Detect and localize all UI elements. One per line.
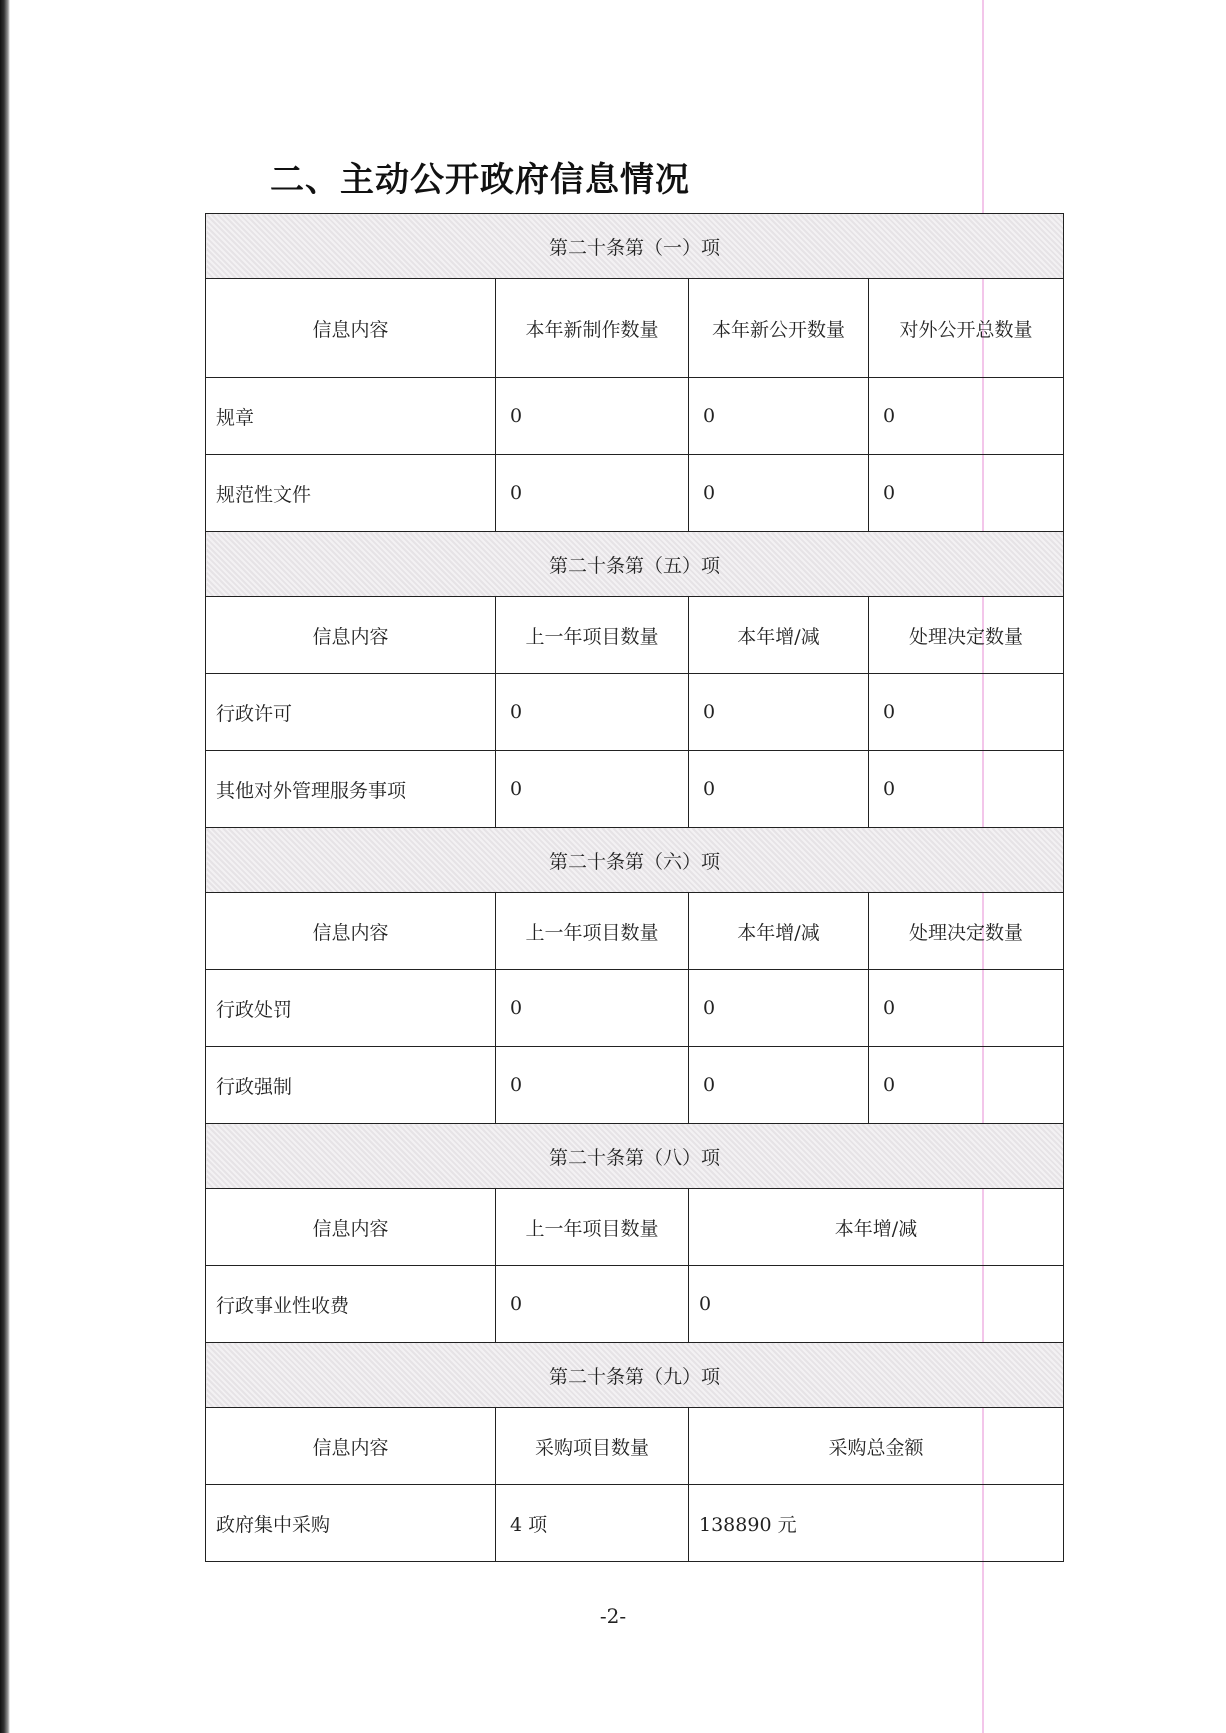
table-row — [206, 674, 1064, 751]
table-row — [206, 751, 1064, 828]
section-heading — [206, 1124, 1064, 1189]
header-cell: 处理决定数量 — [869, 893, 1064, 970]
header-cell: 信息内容 — [206, 893, 496, 970]
header-cell: 上一年项目数量 — [496, 597, 689, 674]
section-heading-text: 第二十条第（八）项 — [206, 1124, 1064, 1189]
page-title: 二、主动公开政府信息情况 — [270, 160, 690, 200]
header-cell: 处理决定数量 — [869, 597, 1064, 674]
cell-value: 0 — [496, 970, 689, 1047]
page-number: -2- — [599, 1604, 627, 1628]
header-cell: 采购总金额 — [689, 1408, 1064, 1485]
header-row — [206, 893, 1064, 970]
section-heading — [206, 532, 1064, 597]
section-heading — [206, 214, 1064, 279]
table-row — [206, 1047, 1064, 1124]
cell-value: 0 — [689, 751, 869, 828]
cell-value: 0 — [689, 1266, 1064, 1343]
header-row — [206, 279, 1064, 378]
row-label: 行政事业性收费 — [206, 1266, 496, 1343]
header-cell: 信息内容 — [206, 279, 496, 378]
cell-value: 0 — [689, 1047, 869, 1124]
row-label: 规章 — [206, 378, 496, 455]
cell-value: 0 — [869, 970, 1064, 1047]
row-label: 行政强制 — [206, 1047, 496, 1124]
table-row — [206, 970, 1064, 1047]
section-heading — [206, 1343, 1064, 1408]
header-cell: 对外公开总数量 — [869, 279, 1064, 378]
section-heading-text: 第二十条第（六）项 — [206, 828, 1064, 893]
table-row — [206, 1485, 1064, 1562]
header-cell: 本年增/减 — [689, 597, 869, 674]
table-row — [206, 455, 1064, 532]
cell-value: 0 — [689, 970, 869, 1047]
row-label: 行政许可 — [206, 674, 496, 751]
header-cell: 信息内容 — [206, 1408, 496, 1485]
section-heading-text: 第二十条第（一）项 — [206, 214, 1064, 279]
row-label: 政府集中采购 — [206, 1485, 496, 1562]
cell-value: 0 — [496, 1047, 689, 1124]
cell-value: 0 — [869, 378, 1064, 455]
section-heading — [206, 828, 1064, 893]
cell-value: 0 — [869, 455, 1064, 532]
cell-value: 0 — [869, 1047, 1064, 1124]
header-cell: 上一年项目数量 — [496, 893, 689, 970]
row-label: 行政处罚 — [206, 970, 496, 1047]
section-heading-text: 第二十条第（九）项 — [206, 1343, 1064, 1408]
header-cell: 本年新公开数量 — [689, 279, 869, 378]
table-row — [206, 1266, 1064, 1343]
cell-value: 0 — [689, 378, 869, 455]
cell-value: 0 — [496, 1266, 689, 1343]
header-cell: 本年新制作数量 — [496, 279, 689, 378]
cell-value: 0 — [869, 674, 1064, 751]
header-cell: 信息内容 — [206, 597, 496, 674]
section-heading-text: 第二十条第（五）项 — [206, 532, 1064, 597]
disclosure-table — [205, 213, 1064, 1562]
cell-value: 0 — [496, 455, 689, 532]
cell-value: 4 项 — [496, 1485, 689, 1562]
header-cell: 本年增/减 — [689, 1189, 1064, 1266]
cell-value: 0 — [689, 674, 869, 751]
header-cell: 信息内容 — [206, 1189, 496, 1266]
cell-value: 0 — [689, 455, 869, 532]
cell-value: 0 — [869, 751, 1064, 828]
cell-value: 0 — [496, 378, 689, 455]
scan-left-edge — [0, 0, 10, 1733]
table-row — [206, 378, 1064, 455]
row-label: 其他对外管理服务事项 — [206, 751, 496, 828]
cell-value: 0 — [496, 674, 689, 751]
header-cell: 本年增/减 — [689, 893, 869, 970]
header-cell: 上一年项目数量 — [496, 1189, 689, 1266]
header-cell: 采购项目数量 — [496, 1408, 689, 1485]
header-row — [206, 1189, 1064, 1266]
cell-value: 0 — [496, 751, 689, 828]
header-row — [206, 597, 1064, 674]
header-row — [206, 1408, 1064, 1485]
cell-value: 138890 元 — [689, 1485, 1064, 1562]
row-label: 规范性文件 — [206, 455, 496, 532]
